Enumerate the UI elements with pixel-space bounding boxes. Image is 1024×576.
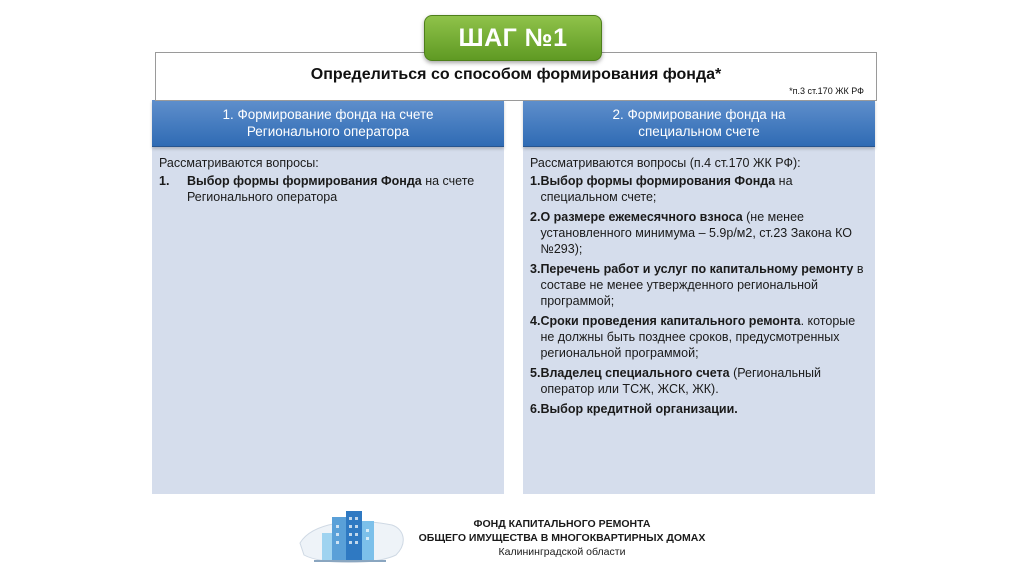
item-text — [540, 209, 867, 257]
item-rest: . которые не должны быть позднее сроков, предусмотренных региональной программой; — [540, 314, 856, 360]
page-title: Определиться со способом формирования фонда* — [310, 66, 722, 83]
right-column — [523, 100, 875, 494]
item-text — [540, 313, 867, 361]
item-number: 1. — [159, 174, 170, 188]
item-number: 2. — [530, 210, 541, 224]
list-item — [159, 173, 496, 205]
left-column — [152, 100, 504, 494]
footer-line2: ОБЩЕГО ИМУЩЕСТВА В МНОГОКВАРТИРНЫХ ДОМАХ — [418, 532, 706, 544]
step-badge: ШАГ №1 — [424, 15, 602, 61]
item-bold: Перечень работ и услуг по капитальному ремонту — [540, 262, 854, 276]
right-intro: Рассматриваются вопросы (п.4 ст.170 ЖК РФ): — [530, 156, 801, 170]
item-rest: (не менее установленного минимума – 5.9р/м2, ст.23 Закона КО №293); — [540, 210, 852, 256]
item-text — [540, 401, 867, 417]
list-item — [530, 401, 867, 417]
left-column-heading — [152, 100, 504, 147]
item-number: 6. — [530, 402, 541, 416]
list-item — [530, 365, 867, 397]
left-heading-line2: Регионального оператора — [246, 124, 410, 139]
item-text — [540, 261, 867, 309]
item-bold: Выбор кредитной организации. — [540, 402, 738, 416]
item-bold: Сроки проведения капитального ремонта — [540, 314, 801, 328]
item-rest: на счете Регионального оператора — [187, 174, 475, 204]
item-bold: Выбор формы формирования Фонда — [540, 174, 776, 188]
list-item — [530, 313, 867, 361]
item-text — [540, 365, 867, 397]
left-column-body — [152, 147, 504, 205]
footer-organization — [392, 517, 732, 559]
list-item — [530, 173, 867, 205]
item-number: 4. — [530, 314, 541, 328]
item-number: 3. — [530, 262, 541, 276]
right-heading-line2: специальном счете — [638, 124, 760, 139]
footer-line3: Калининградской области — [498, 546, 626, 558]
right-heading-line1: 2. Формирование фонда на — [612, 107, 786, 122]
item-text — [187, 173, 496, 205]
item-rest: (Региональный оператор или ТСЖ, ЖСК, ЖК). — [540, 366, 822, 396]
item-bold: О размере ежемесячного взноса — [540, 210, 743, 224]
item-rest: в составе не менее утвержденного региональной программой; — [540, 262, 864, 308]
right-column-body — [523, 147, 875, 417]
left-heading-line1: 1. Формирование фонда на счете — [222, 107, 434, 122]
footnote: *п.3 ст.170 ЖК РФ — [789, 86, 864, 96]
item-bold: Выбор формы формирования Фонда — [187, 174, 422, 188]
item-bold: Владелец специального счета — [540, 366, 730, 380]
left-intro: Рассматриваются вопросы: — [159, 156, 319, 170]
right-column-heading — [523, 100, 875, 147]
item-rest: на специальном счете; — [540, 174, 793, 204]
list-item — [530, 261, 867, 309]
item-number: 5. — [530, 366, 541, 380]
footer-line1: ФОНД КАПИТАЛЬНОГО РЕМОНТА — [473, 518, 651, 530]
item-number: 1. — [530, 174, 541, 188]
list-item — [530, 209, 867, 257]
item-text — [540, 173, 867, 205]
